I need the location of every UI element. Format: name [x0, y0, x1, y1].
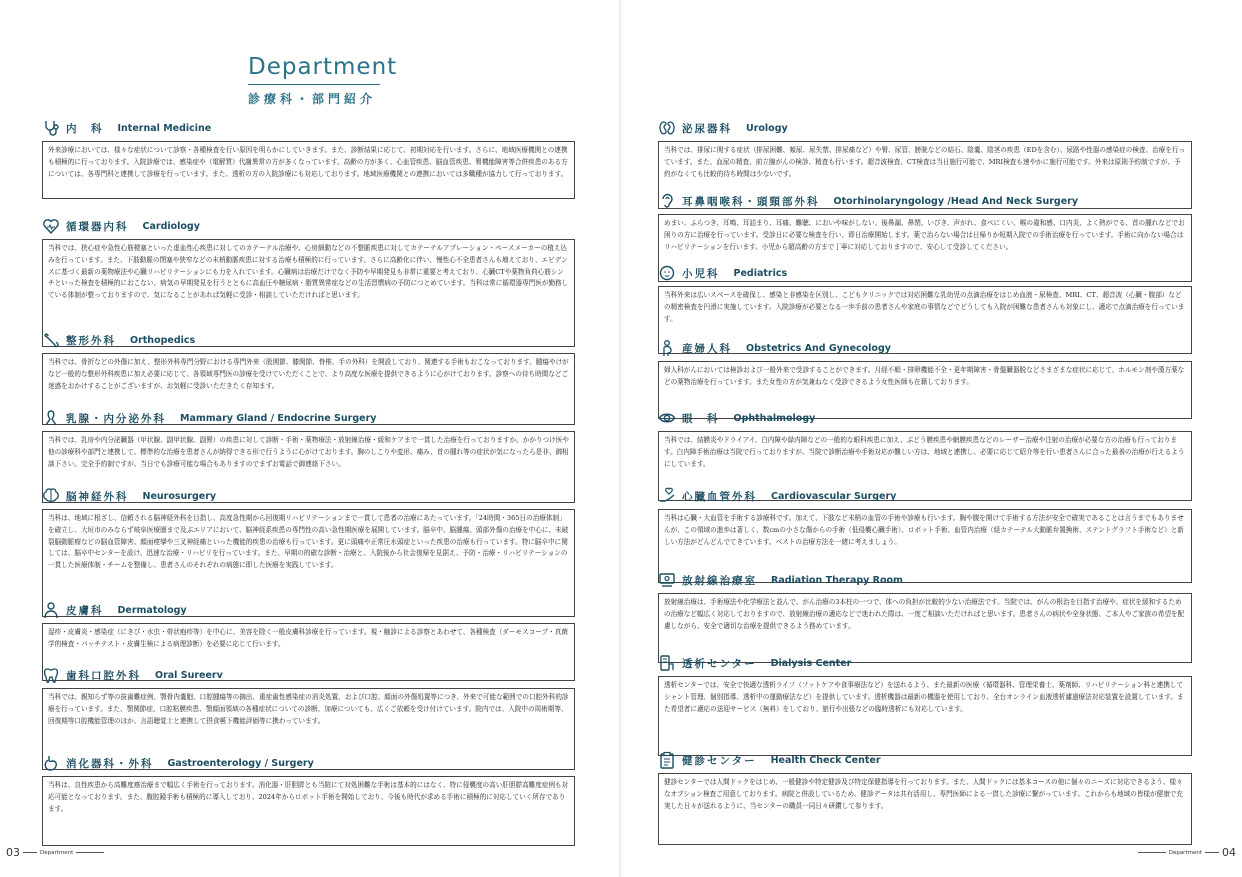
department-name-jp: 健診センター — [682, 754, 757, 767]
department-header — [42, 118, 575, 138]
department-name-en: Internal Medicine — [117, 122, 212, 134]
department-header — [42, 665, 575, 685]
department-description: 当科では、骨折などの外傷に加え、整形外科専門分野における専門外来（股関節、膝関節、脊椎、手の外科）を開設しており、関連する手術もおこなっております。腫瘍やけがなど一般的な整形外科疾患に加え必要に応じて、各領域専門医の診療を受けていただくことで、より高度な医療を提供できるように心がけております。診察への待ち時間などご迷惑をおかけすることがございますが、お気軽に受診いただきたく存知ます。 — [42, 353, 575, 425]
left-page-footer — [6, 846, 104, 859]
eye-icon — [658, 409, 676, 427]
stomach-icon — [42, 754, 60, 772]
department-description: 当科では、結膜炎やドライアイ、白内障や緑内障などの一般的な眼科疾患に加え、ぶどう膜疾患や網膜疾患などのレーザー治療や注射の治療が必要な方の治療も行っております。白内障手術治療は当院で行っておりますが、当院で診断治療や手術対応が難しい方は、地域と連携し、必要に応じて紹介等を行い患者さんに合った最善の治療が行えるようにしています。 — [658, 431, 1192, 501]
heart-hand-icon — [658, 487, 676, 505]
department-header — [658, 408, 1192, 428]
department-header — [658, 750, 1192, 770]
department-description: めまい、ふらつき、耳鳴、耳詰まり、耳痛、難聴、においや味がしない、後鼻漏、鼻閉、いびき、声がれ、食べにくい、喉の違和感、口内炎、よく熱がでる、首の腫れなどでお困りの方に治療を行っています。受診日に必要な検査を行い、即日治療開始します。薬で治らない場合は日帰りか短期入院での手術治療を行っています。手術に向かない場合はリハビリテーションを行います。小児から超高齢の方まで丁寧に対応しておりますので、安心して受診してください。 — [658, 214, 1192, 282]
ribbon-icon — [42, 409, 60, 427]
dialysis-icon — [658, 654, 676, 672]
department-header — [42, 408, 575, 428]
page-number: 04 — [1222, 846, 1236, 859]
department-name-en: Obstetrics And Gynecology — [746, 342, 891, 354]
department-name-en: Ophthalmology — [733, 412, 816, 424]
department-name-jp: 内 科 — [66, 122, 104, 135]
department-name-jp: 皮膚科 — [66, 604, 104, 617]
department-description: 当科は、良性疾患から高難度癌治療まで幅広く手術を行っております。消化器・肝胆膵とも当院にて対処困難な手術は基本的にはなく、特に侵襲度の高い肝胆膵高難度症例も対応可能となっております。また、腹腔鏡手術も積極的に導入しており、2024年からロボット手術を開始しており、今後も時代が求める手術に積極的に対応していく所存であります。 — [42, 776, 575, 846]
department-name-jp: 産婦人科 — [682, 342, 732, 355]
department-name-en: Dermatology — [117, 604, 187, 616]
department-description: 当科では、排尿に関する症状（排尿困難、頻尿、尿失禁、排尿痛など）や腎、尿管、膀胱などの結石、陰嚢、陰茎の疾患（EDを含む）、尿路や性器の感染症の検査、治療を行っています。また、血尿の精査、前立腺がんの検診、精査も行います。超音波検査、CT検査は当日施行可能で、MRI検査も速やかに施行可能です。外来は原則予約制ですが、予約がなくても比較的待ち時間は少ないです。 — [658, 141, 1192, 209]
department-section — [42, 118, 575, 199]
footer-rule — [1138, 852, 1166, 853]
department-header — [42, 216, 575, 236]
department-name-en: Neurosurgery — [142, 490, 217, 502]
department-name-jp: 眼 科 — [682, 412, 720, 425]
department-name-jp: 耳鼻咽喉科・頭頸部外科 — [682, 195, 820, 208]
department-header — [658, 570, 1192, 590]
department-section — [658, 486, 1192, 583]
footer-rule — [1205, 852, 1219, 853]
department-description: 当科では、親知らず等の抜歯難症例、顎骨内嚢胞、口腔腫瘍等の摘出、重症歯性感染症の消炎処置、および口腔、顔面の外傷処置等につき、外来で可能な範囲での口腔外科的診療を行っています。また、顎関節症、口腔粘膜疾患、顎顔面領域の各種症状についての診断、加療についても、広くご依頼を受け付けています。院内では、入院中の周術期等、回復期等口腔機能管理のほか、言語聴覚士と連携して摂食嚥下機能評価等に携わっています。 — [42, 688, 575, 770]
ear-icon — [658, 192, 676, 210]
baby-icon — [658, 264, 676, 282]
bone-icon — [42, 331, 60, 349]
department-name-en: Orthopedics — [130, 334, 196, 346]
department-description: 婦人科がんにおいては検診および一般外来で受診することができます。月経不順・排卵機能不全・更年期障害・骨盤臓器脱などさまざまな症状に応じて、ホルモン剤や漢方薬などの薬物治療を行っています。また女性の方が気兼ねなく受診できるよう女性医師も在籍しております。 — [658, 361, 1192, 419]
department-header — [658, 486, 1192, 506]
kidney-icon — [658, 119, 676, 137]
department-description: 放射線治療は、手術療法や化学療法と並んで、がん治療の3本柱の一つで、体への負担が比較的少ない治療法です。当院では、がんの根治を目指す治療や、症状を緩和するための治療など幅広く対応しておりますので、放射線治療の適応などで迷われた際は、一度ご相談いただければと思います。患者さんの病状や全身状態、ご本人やご家族の希望を配慮しながら、安全で適切な治療を提供できるよう務めています。 — [658, 593, 1192, 663]
right-page — [622, 0, 1242, 877]
department-description: 湿疹・皮膚炎・感染症（にきび・水虫・帯状疱疹等）を中心に、美容を除く一般皮膚科診療を行っています。視・触診による診察とあわせて、各種検査（ダーモスコープ・真菌学的検査・パッチテスト・皮膚生検による病理診断）を必要に応じて行います。 — [42, 623, 575, 681]
department-name-en: Mammary Gland / Endocrine Surgery — [180, 412, 377, 424]
department-name-en: Oral Sureerv — [155, 669, 223, 681]
right-page-footer — [1138, 846, 1236, 859]
left-page — [0, 0, 620, 877]
department-name-en: Gastroenterology / Surgery — [167, 757, 314, 769]
department-section — [658, 653, 1192, 756]
skin-icon — [42, 601, 60, 619]
department-section — [658, 570, 1192, 663]
footer-label: Department — [40, 849, 74, 856]
department-name-jp: 泌尿器科 — [682, 122, 732, 135]
department-description: 当科外来は広いスペースを確保し、感染と非感染を区別し、こどもクリニックでは対応困難な乳幼児の点滴治療をはじめ血液・尿検査、MRI、CT、超音波（心臓・腹部）などの精密検査を円滑に実施しています。入院診療が必要となる一歩手前の患者さんや家庭の事情などでどうしても入院が困難な患者さんも対象にし、適応で点滴治療を行っています。 — [658, 286, 1192, 354]
department-name-jp: 心臓血管外科 — [682, 490, 757, 503]
page-title-jp: 診療科・部門紹介 — [248, 92, 377, 106]
department-header — [658, 191, 1192, 211]
department-description: 外来診療においては、様々な症状について診察・各種検査を行い原因を明らかにしていきます。また、診断結果に応じて、初期対応を行います。さらに、地域医療機関との連携も積極的に行っております。入院診療では、感染症や（電解質）代謝異常の方が多くなっています。高齢の方が多く、心血管疾患、脳血管疾患、腎機能障害等合併疾患のある方については、各専門科と連携して診療を行っています。また、透析の方の入院診療にも対応しております。地域医療機関との連携においては多職種が協力して行っております。 — [42, 141, 575, 199]
department-name-en: Urology — [746, 122, 788, 134]
department-name-en: Cardiovascular Surgery — [771, 490, 897, 502]
department-header — [42, 600, 575, 620]
department-name-jp: 透析センター — [682, 657, 757, 670]
stethoscope-icon — [42, 119, 60, 137]
department-header — [42, 486, 575, 506]
heart-icon — [42, 217, 60, 235]
department-section — [658, 338, 1192, 419]
footer-label: Department — [1168, 849, 1202, 856]
page-title-en: Department — [248, 54, 398, 80]
department-name-jp: 小児科 — [682, 267, 720, 280]
department-description: 当科は心臓・大血管を手術する診療科です。加えて、下肢など末梢の血管の手術や診療も行います。胸や腹を開けて手術する方法が安全で確実であることは言うまでもありませんが、この領域の進歩は著しく、数cmの小さな傷からの手術（低侵襲心臓手術）、ロボット手術、血管内治療（経カテーテル大動脈弁置換術、ステントグラフト手術など）と新しい方法がどんどんでてきています。ベストの治療方法を一緒に考えましょう。 — [658, 509, 1192, 583]
footer-rule — [76, 852, 104, 853]
department-name-en: Cardiology — [142, 220, 200, 232]
department-description: 透析センターでは、安全で快適な透析ライフ（フットケアや食事療法など）を送れるよう、また最新の医療（循環器科、管理栄養士、薬剤師、リハビリテーション科と連携してシャント管理、個別指導、透析中の運動療法など）を提供しています。透析機器は最新の機器を使用しており、全台オンライン血液透析濾過療法対応装置を設置しています。また希望者に適応の送迎サービス（無料）をしており、旅行や出張などの臨時透析にも対応しています。 — [658, 676, 1192, 756]
department-name-en: Radiation Therapy Room — [771, 574, 903, 586]
department-name-en: Pediatrics — [733, 267, 788, 279]
department-section — [42, 753, 575, 846]
department-header — [42, 753, 575, 773]
department-name-jp: 乳腺・内分泌外科 — [66, 412, 166, 425]
department-description: 当科は、地域に根ざし、信頼される脳神経外科を目指し、高度急性期から回復期リハビリテーションまで一貫して患者の治療にあたっています。「24時間・365日の治療体制」を確立し、大垣市のみならず岐阜医療圏まで及ぶエリアにおいて、脳神経系疾患の専門性の高い急性期医療を展開しています。脳卒中、脳腫瘍、頭部外傷の治療を中心に、未破裂脳動脈瘤などの脳血管障害、顔面痙攣や三叉神経痛といった機能的疾患の治療も行っています。更に頭痛や正常圧水頭症といった疾患の治療も行っています。特に脳卒中に関しては、脳卒中センターを設け、迅速な治療・リハビリを行っています。また、早期の的確な診断・治療と、入院後から社会復帰を見据え、予防・治療・リハビリテーションの一貫した医療体制・チームを整備し、患者さんのそれぞれの病態に即した医療を実践しています。 — [42, 509, 575, 617]
department-section — [42, 216, 575, 347]
page-number: 03 — [6, 846, 20, 859]
department-description: 当科では、狭心症や急性心筋梗塞といった虚血性心疾患に対してのカテーテル治療や、心房細動などの不整脈疾患に対してカテーテルアブレーション・ペースメーカーの植え込みを行っています。また、下肢動脈の閉塞や狭窄などの末梢動脈疾患に対する治療も積極的に行っています。さらに高齢化に伴い、慢性心不全患者さんも増えており、エビデンスに基づく最新の薬物療法や心臓リハビリテーションにも力を入れています。心臓病は治療だけでなく予防や早期発見も非常に重要と考えており、心臓CTや薬物負荷心筋シンチといった検査を積極的におこない、病気の早期発見を行うとともに高血圧や糖尿病・脂質異常症などの生活習慣病の予防につとめています。当科は常に循環器専門医が勤務している体制が整っておりますので、気になることがあれば気軽に受診・相談していただければと思います。 — [42, 239, 575, 347]
clipboard-icon — [658, 751, 676, 769]
page-title-block — [248, 52, 398, 107]
tooth-icon — [42, 666, 60, 684]
mother-icon — [658, 339, 676, 357]
department-name-en: Dialysis Center — [770, 657, 852, 669]
footer-rule — [23, 852, 37, 853]
brain-icon — [42, 487, 60, 505]
department-section — [658, 750, 1192, 845]
radiation-icon — [658, 571, 676, 589]
department-name-jp: 脳神経外科 — [66, 490, 129, 503]
department-header — [658, 118, 1192, 138]
department-name-jp: 整形外科 — [66, 334, 116, 347]
department-name-en: Health Check Center — [770, 754, 881, 766]
department-description: 健診センターでは人間ドックをはじめ、一般健診や特定健診及び特定保健指導を行っております。また、人間ドックには基本コースの他に個々のニーズに対応できるよう、様々なオプション検査ご用意しております。病院と併設しているため、健診データは共有活用し、専門医師による一貫した診療に繋がっています。これからも地域の皆様が健康で充実した日々が送れるように、当センターの職員一同日々研鑽して参ります。 — [658, 773, 1192, 845]
department-description: 当科では、乳房や内分泌臓器（甲状腺、副甲状腺、副腎）の疾患に対して診断・手術・薬物療法・放射線治療・緩和ケアまで一貫した治療を行っておりますか。かかりつけ医や他の診療科や部門と連携して、標準的な治療を患者さんが納得できる形で行うように心がけております。胸のしこりや変形、痛み、首の腫れ等の症状が気になったら是非、御相談下さい。完全予約制ですが、当日でも診療可能な場合もありますのでまずお電話で御連絡下さい。 — [42, 431, 575, 503]
department-name-jp: 放射線治療室 — [682, 574, 757, 587]
department-name-jp: 循環器内科 — [66, 220, 129, 233]
title-divider — [248, 84, 380, 85]
department-name-en: Otorhinolaryngology /Head And Neck Surgery — [833, 195, 1079, 207]
department-section — [42, 486, 575, 617]
department-name-jp: 歯科口腔外科 — [66, 669, 141, 682]
department-header — [42, 330, 575, 350]
department-name-jp: 消化器科・外科 — [66, 757, 154, 770]
department-header — [658, 263, 1192, 283]
department-header — [658, 653, 1192, 673]
department-header — [658, 338, 1192, 358]
